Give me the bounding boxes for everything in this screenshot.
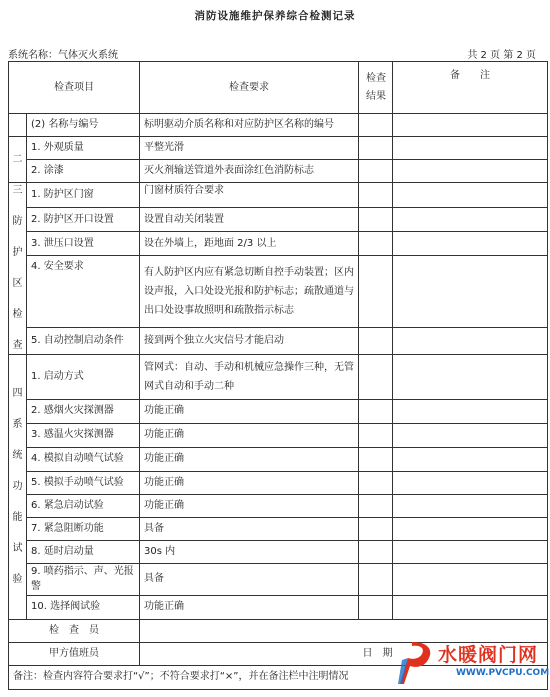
- header-item: 检查项目: [9, 62, 140, 114]
- result-cell[interactable]: [359, 354, 393, 399]
- result-cell[interactable]: [359, 423, 393, 447]
- requirement-cell: 功能正确: [140, 471, 359, 494]
- result-cell[interactable]: [359, 447, 393, 471]
- result-cell[interactable]: [359, 517, 393, 540]
- remark-cell[interactable]: [393, 114, 548, 137]
- remark-cell[interactable]: [393, 595, 548, 619]
- item-cell: 2. 防护区开口设置: [27, 207, 140, 231]
- table-row: [9, 183, 548, 208]
- inspector-label: 检 查 员: [9, 619, 140, 642]
- table-row: [9, 255, 548, 328]
- result-cell[interactable]: [359, 494, 393, 517]
- remark-cell[interactable]: [393, 517, 548, 540]
- page-count: 共 2 页 第 2 页: [467, 50, 536, 61]
- item-cell: 3. 感温火灾探测器: [27, 423, 140, 447]
- requirement-cell: 设置自动关闭装置: [140, 207, 359, 231]
- table-row: [9, 540, 548, 563]
- result-cell[interactable]: [359, 207, 393, 231]
- result-cell[interactable]: [359, 137, 393, 160]
- remark-cell[interactable]: [393, 255, 548, 328]
- inspection-table: [8, 61, 548, 690]
- remark-cell[interactable]: [393, 471, 548, 494]
- item-cell: 1. 外观质量: [27, 137, 140, 160]
- duty-label: 甲方值班员: [9, 642, 140, 665]
- table-row: [9, 160, 548, 183]
- item-cell: 1. 防护区门窗: [27, 183, 140, 208]
- table-row: [9, 563, 548, 595]
- result-cell[interactable]: [359, 160, 393, 183]
- remark-cell[interactable]: [393, 207, 548, 231]
- item-cell: (2) 名称与编号: [27, 114, 140, 137]
- result-cell[interactable]: [359, 399, 393, 423]
- table-row: [9, 494, 548, 517]
- item-cell: 4. 模拟自动喷气试验: [27, 447, 140, 471]
- date-label: 日 期: [359, 642, 548, 665]
- requirement-cell: 30s 内: [140, 540, 359, 563]
- remark-cell[interactable]: [393, 447, 548, 471]
- item-cell: 2. 感烟火灾探测器: [27, 399, 140, 423]
- result-cell[interactable]: [359, 255, 393, 328]
- result-cell[interactable]: [359, 471, 393, 494]
- duty-value[interactable]: [140, 642, 359, 665]
- table-row: [9, 423, 548, 447]
- table-row: [9, 231, 548, 255]
- table-row: [9, 595, 548, 619]
- item-cell: 7. 紧急阻断功能: [27, 517, 140, 540]
- remark-cell[interactable]: [393, 231, 548, 255]
- requirement-cell: 设在外墙上，距地面 2/3 以上: [140, 231, 359, 255]
- requirement-cell: 管网式：自动、手动和机械应急操作三种，无管网式自动和手动二种: [140, 354, 359, 399]
- group-label-2: 二: [9, 137, 27, 183]
- table-row: [9, 471, 548, 494]
- group-label-3: 三 防 护 区 检 查: [9, 183, 27, 355]
- note-text: 备注：检查内容符合要求打“√”；不符合要求打“×”，并在备注栏中注明情况: [9, 665, 548, 689]
- item-cell: 9. 喷药指示、声、光报警: [27, 563, 140, 595]
- requirement-cell: 功能正确: [140, 595, 359, 619]
- table-row: [9, 399, 548, 423]
- remark-cell[interactable]: [393, 160, 548, 183]
- requirement-cell: 功能正确: [140, 447, 359, 471]
- item-cell: 8. 延时启动量: [27, 540, 140, 563]
- watermark-logo-icon: [398, 640, 436, 686]
- remark-cell[interactable]: [393, 423, 548, 447]
- watermark-url: WWW.PVCPU.COM: [456, 668, 550, 678]
- result-cell[interactable]: [359, 540, 393, 563]
- item-cell: 5. 自动控制启动条件: [27, 328, 140, 354]
- requirement-cell: 标明驱动介质名称和对应防护区名称的编号: [140, 114, 359, 137]
- watermark-text: 水暖阀门网: [438, 644, 539, 666]
- item-cell: 6. 紧急启动试验: [27, 494, 140, 517]
- item-cell: 1. 启动方式: [27, 354, 140, 399]
- item-cell: 3. 泄压口设置: [27, 231, 140, 255]
- requirement-cell: 具备: [140, 517, 359, 540]
- page-title: 消防设施维护保养综合检测记录: [194, 10, 356, 22]
- result-cell[interactable]: [359, 231, 393, 255]
- item-cell: 2. 涂漆: [27, 160, 140, 183]
- item-cell: 5. 模拟手动喷气试验: [27, 471, 140, 494]
- requirement-cell: 功能正确: [140, 399, 359, 423]
- requirement-cell: 有人防护区内应有紧急切断自控手动装置；区内设声报，入口处设光报和防护标志；疏散通道与出口处设事故照明和疏散指示标志: [140, 255, 359, 328]
- requirement-cell: 接到两个独立火灾信号才能启动: [140, 328, 359, 354]
- result-cell[interactable]: [359, 183, 393, 208]
- remark-cell[interactable]: [393, 540, 548, 563]
- item-cell: 10. 选择阀试验: [27, 595, 140, 619]
- table-row: [9, 354, 548, 399]
- table-row: [9, 328, 548, 354]
- result-cell[interactable]: [359, 563, 393, 595]
- remark-cell[interactable]: [393, 328, 548, 354]
- header-remark: 备 注: [393, 62, 548, 114]
- remark-cell[interactable]: [393, 137, 548, 160]
- remark-cell[interactable]: [393, 494, 548, 517]
- watermark: [398, 638, 548, 693]
- requirement-cell: 具备: [140, 563, 359, 595]
- requirement-cell: 功能正确: [140, 423, 359, 447]
- table-row: [9, 447, 548, 471]
- header-requirement: 检查要求: [140, 62, 359, 114]
- result-cell[interactable]: [359, 114, 393, 137]
- table-row: [9, 137, 548, 160]
- group-cell-empty: [9, 114, 27, 137]
- result-cell[interactable]: [359, 595, 393, 619]
- group-label-4: 四 系 统 功 能 试 验: [9, 354, 27, 619]
- table-header-row: [9, 62, 548, 114]
- requirement-cell: 灭火剂输送管道外表面涂红色消防标志: [140, 160, 359, 183]
- remark-cell[interactable]: [393, 399, 548, 423]
- remark-cell[interactable]: [393, 183, 548, 208]
- requirement-cell: 平整光滑: [140, 137, 359, 160]
- remark-cell[interactable]: [393, 563, 548, 595]
- item-cell: 4. 安全要求: [27, 255, 140, 328]
- requirement-cell: 功能正确: [140, 494, 359, 517]
- requirement-cell: 门窗材质符合要求: [140, 183, 359, 208]
- header-result: 检查结果: [359, 62, 393, 114]
- table-row: [9, 207, 548, 231]
- table-row: [9, 517, 548, 540]
- remark-cell[interactable]: [393, 354, 548, 399]
- system-name: 系统名称：气体灭火系统: [8, 50, 118, 61]
- result-cell[interactable]: [359, 328, 393, 354]
- table-row: [9, 114, 548, 137]
